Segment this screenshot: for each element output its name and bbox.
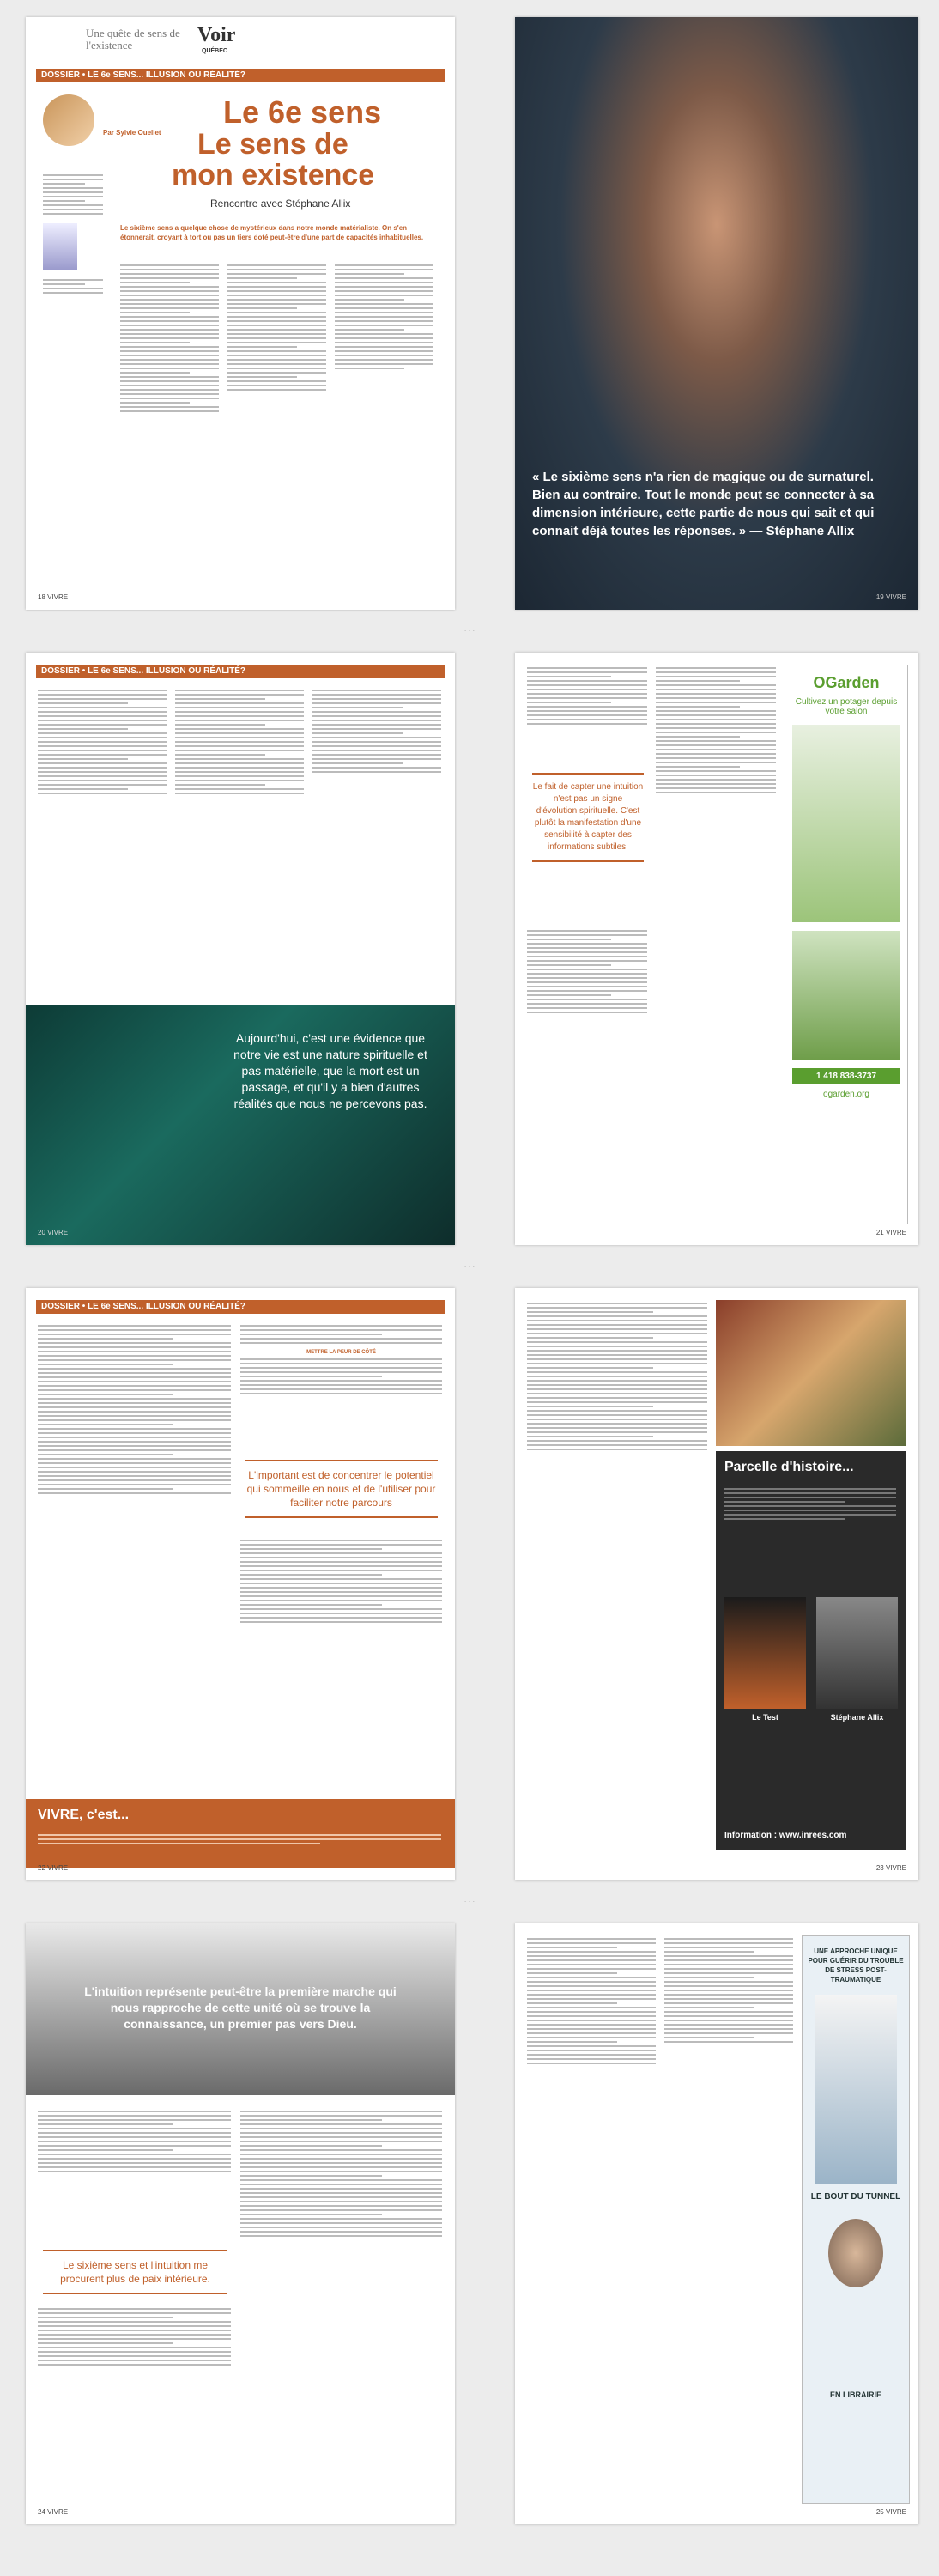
magazine-sub: QUÉBEC [202, 48, 227, 54]
ad-brand: OGarden [813, 674, 880, 691]
ad-photo [792, 725, 900, 922]
ad-title: UNE APPROCHE UNIQUE POUR GUÉRIR DU TROUBLE DE STRESS POST-TRAUMATIQUE [808, 1947, 904, 1984]
page-number: 25 VIVRE [875, 2508, 906, 2516]
sidebar-column [43, 172, 103, 296]
ad-headline: Cultivez un potager depuis votre salon [795, 697, 898, 716]
body-column-1 [527, 1300, 707, 1850]
article-intro: Le sixième sens a quelque chose de mystérieux dans notre monde matérialiste. On s'en étonnerait, croyant à tort ou pas un tiers doté peut-être d'une part de capacités inhabituelles. [120, 224, 424, 241]
book-cover-tunnel [815, 1995, 897, 2184]
page-21 [515, 653, 918, 1245]
section-head: METTRE LA PEUR DE CÔTÉ [306, 1350, 376, 1355]
body-column-1 [38, 1322, 231, 1795]
body-column-2 [656, 665, 776, 1223]
pull-quote: Le fait de capter une intuition n'est pas un signe d'évolution spirituelle. C'est plutôt la manifestation d'une sensibilité à capter des informations subtiles. [532, 773, 644, 862]
magazine-logo: Voir [197, 24, 236, 46]
ogarden-ad[interactable] [785, 665, 908, 1224]
page-19 [515, 17, 918, 610]
book-ad[interactable] [802, 1935, 910, 2504]
book1-title: Le Test [752, 1713, 778, 1722]
pull-quote: Le sixième sens et l'intuition me procurent plus de paix intérieure. [43, 2250, 227, 2294]
page-number: 20 VIVRE [38, 1229, 69, 1236]
body-column-2b [240, 1537, 442, 1786]
dossier-banner: DOSSIER • LE 6e SENS... ILLUSION OU RÉALITÉ? [36, 69, 445, 82]
body-column-2 [227, 262, 326, 580]
dossier-banner: DOSSIER • LE 6e SENS... ILLUSION OU RÉALITÉ? [36, 665, 445, 678]
page-number: 21 VIVRE [875, 1229, 906, 1236]
history-text [724, 1485, 896, 1522]
body-column-1b [527, 927, 647, 1219]
body-column-3 [335, 262, 433, 580]
author-photo [43, 94, 94, 146]
book-cover-allix [816, 1597, 898, 1709]
ad-phone[interactable]: 1 418 838-3737 [792, 1068, 900, 1084]
page-25 [515, 1923, 918, 2524]
history-box [716, 1451, 906, 1850]
page-24 [26, 1923, 455, 2524]
page-number: 23 VIVRE [875, 1864, 906, 1872]
ad-store: EN LIBRAIRIE [829, 2391, 881, 2399]
page-20 [26, 653, 455, 1245]
body-column-2 [664, 1935, 793, 2502]
article-title-3: mon existence [172, 159, 375, 191]
vivre-box [26, 1799, 455, 1868]
info-line[interactable]: Information : www.inrees.com [724, 1831, 847, 1840]
body-column-1 [527, 1935, 656, 2502]
article-title-2: Le sens de [197, 128, 348, 161]
ad-site[interactable]: ogarden.org [823, 1090, 869, 1099]
page-23 [515, 1288, 918, 1880]
book2-title: Stéphane Allix [830, 1713, 884, 1722]
portrait-quote: « Le sixième sens n'a rien de magique ou de surnaturel. Bien au contraire. Tout le monde peut se connecter à sa dimension intérieure, cette partie de nous qui sait et qui connait déjà toutes les réponses. » — Stéphane Allix [532, 470, 875, 538]
pull-quote: L'important est de concentrer le potentiel qui sommeille en nous et de l'utiliser pour faciliter notre parcours [245, 1460, 438, 1518]
author-byline: Par Sylvie Ouellet [103, 129, 161, 137]
page-number: 19 VIVRE [875, 593, 906, 601]
vivre-text [38, 1832, 441, 1847]
page-number: 18 VIVRE [38, 593, 69, 601]
page-number: 24 VIVRE [38, 2508, 69, 2516]
body-column-3 [312, 687, 441, 996]
image-quote: L'intuition représente peut-être la première marche qui nous rapproche de cette unité où se trouve la connaissance, un premier pas vers Dieu. [84, 1984, 397, 2031]
ad-book-title: LE BOUT DU TUNNEL [810, 2192, 901, 2202]
spread-divider: · · · [463, 1262, 476, 1270]
body-column-1b [38, 2306, 231, 2494]
author-portrait [828, 2219, 883, 2287]
tagline: Une quête de sens de l'existence [86, 27, 180, 52]
history-title: Parcelle d'histoire... [724, 1460, 854, 1474]
page-number: 22 VIVRE [38, 1864, 69, 1872]
book-cover-test [724, 1597, 806, 1709]
monks-photo [716, 1300, 906, 1446]
article-title-1: Le 6e sens [223, 94, 382, 130]
body-column-2 [175, 687, 304, 996]
page-18 [26, 17, 455, 610]
image-quote: Aujourd'hui, c'est une évidence que notre vie est une nature spirituelle et pas matérielle, que la mort est un passage, et qu'il y a bien d'autres réalités que nous ne percevons pas. [233, 1031, 427, 1110]
dossier-banner: DOSSIER • LE 6e SENS... ILLUSION OU RÉALITÉ? [36, 1300, 445, 1314]
body-column-1 [38, 687, 167, 996]
body-column-2 [240, 2108, 442, 2494]
body-column-1 [120, 262, 219, 580]
vivre-title: VIVRE, c'est... [38, 1807, 130, 1822]
ad-photo-2 [792, 931, 900, 1060]
article-subtitle: Rencontre avec Stéphane Allix [210, 197, 351, 210]
page-22 [26, 1288, 455, 1880]
book-cover [43, 223, 77, 270]
spread-divider: · · · [463, 1898, 476, 1905]
spread-divider: · · · [463, 627, 476, 635]
